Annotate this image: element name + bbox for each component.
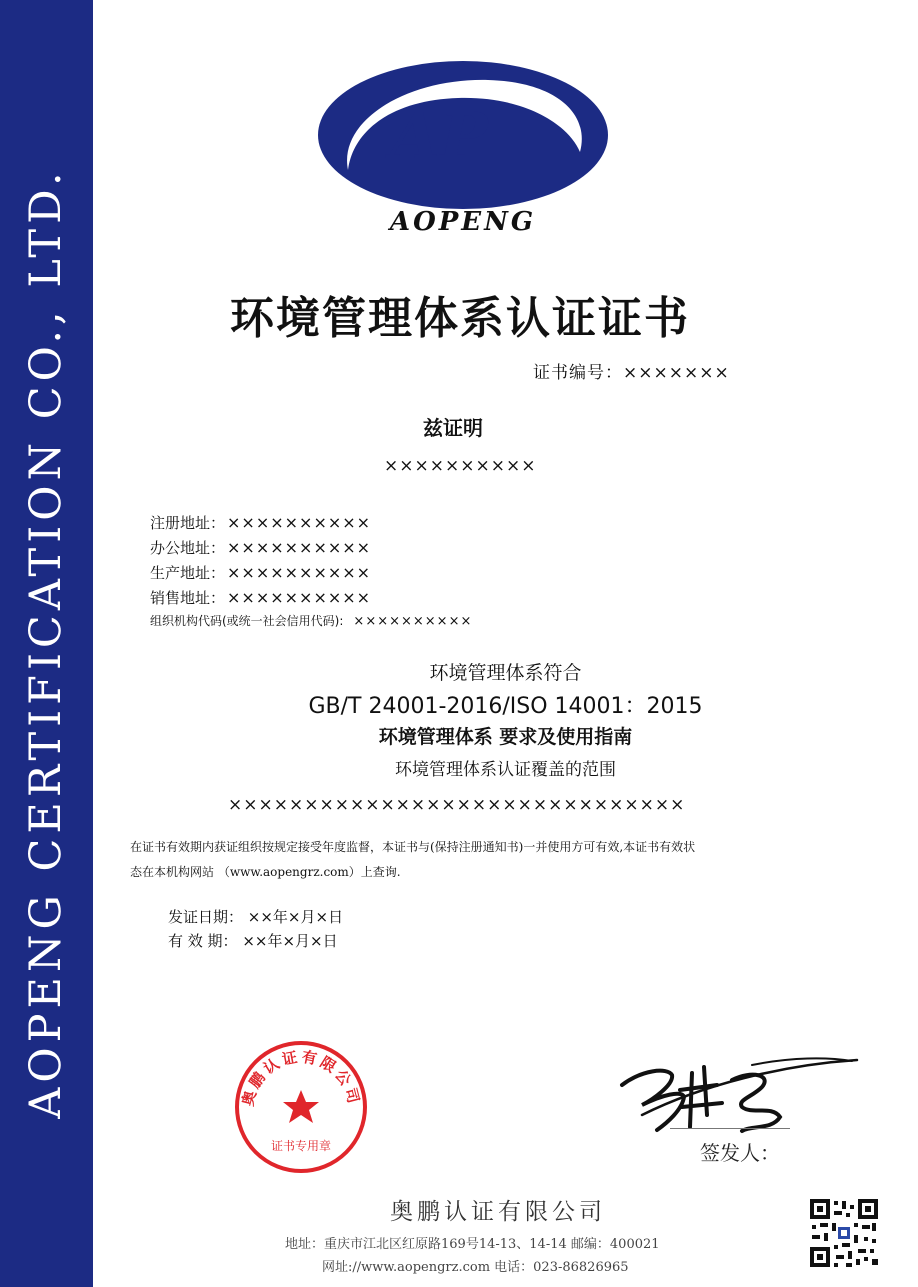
company-name: ×××××××××× [384,456,537,476]
address-row [150,562,371,583]
svg-text:奥鹏认证有限公司: 奥鹏认证有限公司 [238,1047,364,1108]
address-label: 生产地址： [150,564,226,582]
footer-address: 地址：重庆市江北区红原路169号14-13、14-14 邮编：400021 [285,1237,660,1252]
address-label: 办公地址： [150,539,226,557]
valid-date-label: 有 效 期： [168,932,238,950]
address-value: ×××××××××× [227,513,372,532]
address-label: 注册地址： [150,514,226,532]
address-value: ×××××××××× [227,563,372,582]
issue-date-row [168,906,343,927]
issue-date-value: ××年×月×日 [247,908,344,926]
svg-text:证书专用章: 证书专用章 [270,1139,332,1153]
certificate-number-value: ××××××× [623,363,730,383]
address-value: ×××××××××× [227,588,372,607]
qr-code-icon [808,1197,880,1269]
footer-company-name: 奥鹏认证有限公司 [390,1199,606,1225]
address-row [150,587,371,608]
org-code-row [150,612,472,629]
scope-value: ×××××××××××××××××××××××××××××× [228,795,686,815]
notice-line: 态在本机构网站 （www.aopengrz.com）上查询. [130,865,401,879]
standard-code: GB/T 24001-2016/ISO 14001：2015 [308,694,703,719]
certificate-title: 环境管理体系认证证书 [230,293,690,344]
logo-monogram: AP [390,99,488,174]
address-value: ×××××××××× [227,538,372,557]
scope-label: 环境管理体系认证覆盖的范围 [395,760,616,780]
org-code-value: ×××××××××× [353,614,473,629]
footer-website-phone: 网址://www.aopengrz.com 电话：023-86826965 [322,1260,629,1275]
sidebar-band [0,0,93,1287]
address-row [150,512,371,533]
signer-label: 签发人： [700,1141,780,1165]
org-code-label: 组织机构代码(或统一社会信用代码): [150,614,344,628]
standard-title: 环境管理体系 要求及使用指南 [378,726,633,748]
notice-line: 在证书有效期内获证组织按规定接受年度监督，本证书与(保持注册通知书)一并使用方可有效,本证书有效状 [130,840,696,854]
signature-line [670,1128,790,1129]
valid-date-row [168,930,338,951]
logo-name: AOPENG [389,207,537,237]
sidebar-company-text: AOPENG CERTIFICATION CO., LTD. [21,167,71,1119]
conformity-line: 环境管理体系符合 [429,662,582,684]
aopeng-logo [318,60,608,260]
certificate-number [533,358,730,383]
seal-star-icon [283,1090,319,1123]
issue-date-label: 发证日期： [168,908,244,926]
address-label: 销售地址： [150,589,226,607]
certificate-number-label: 证书编号： [533,363,623,383]
address-row [150,537,371,558]
company-seal [232,1038,370,1176]
hereby-heading: 兹证明 [423,416,483,440]
validity-notice [130,835,795,885]
valid-date-value: ××年×月×日 [242,932,338,950]
